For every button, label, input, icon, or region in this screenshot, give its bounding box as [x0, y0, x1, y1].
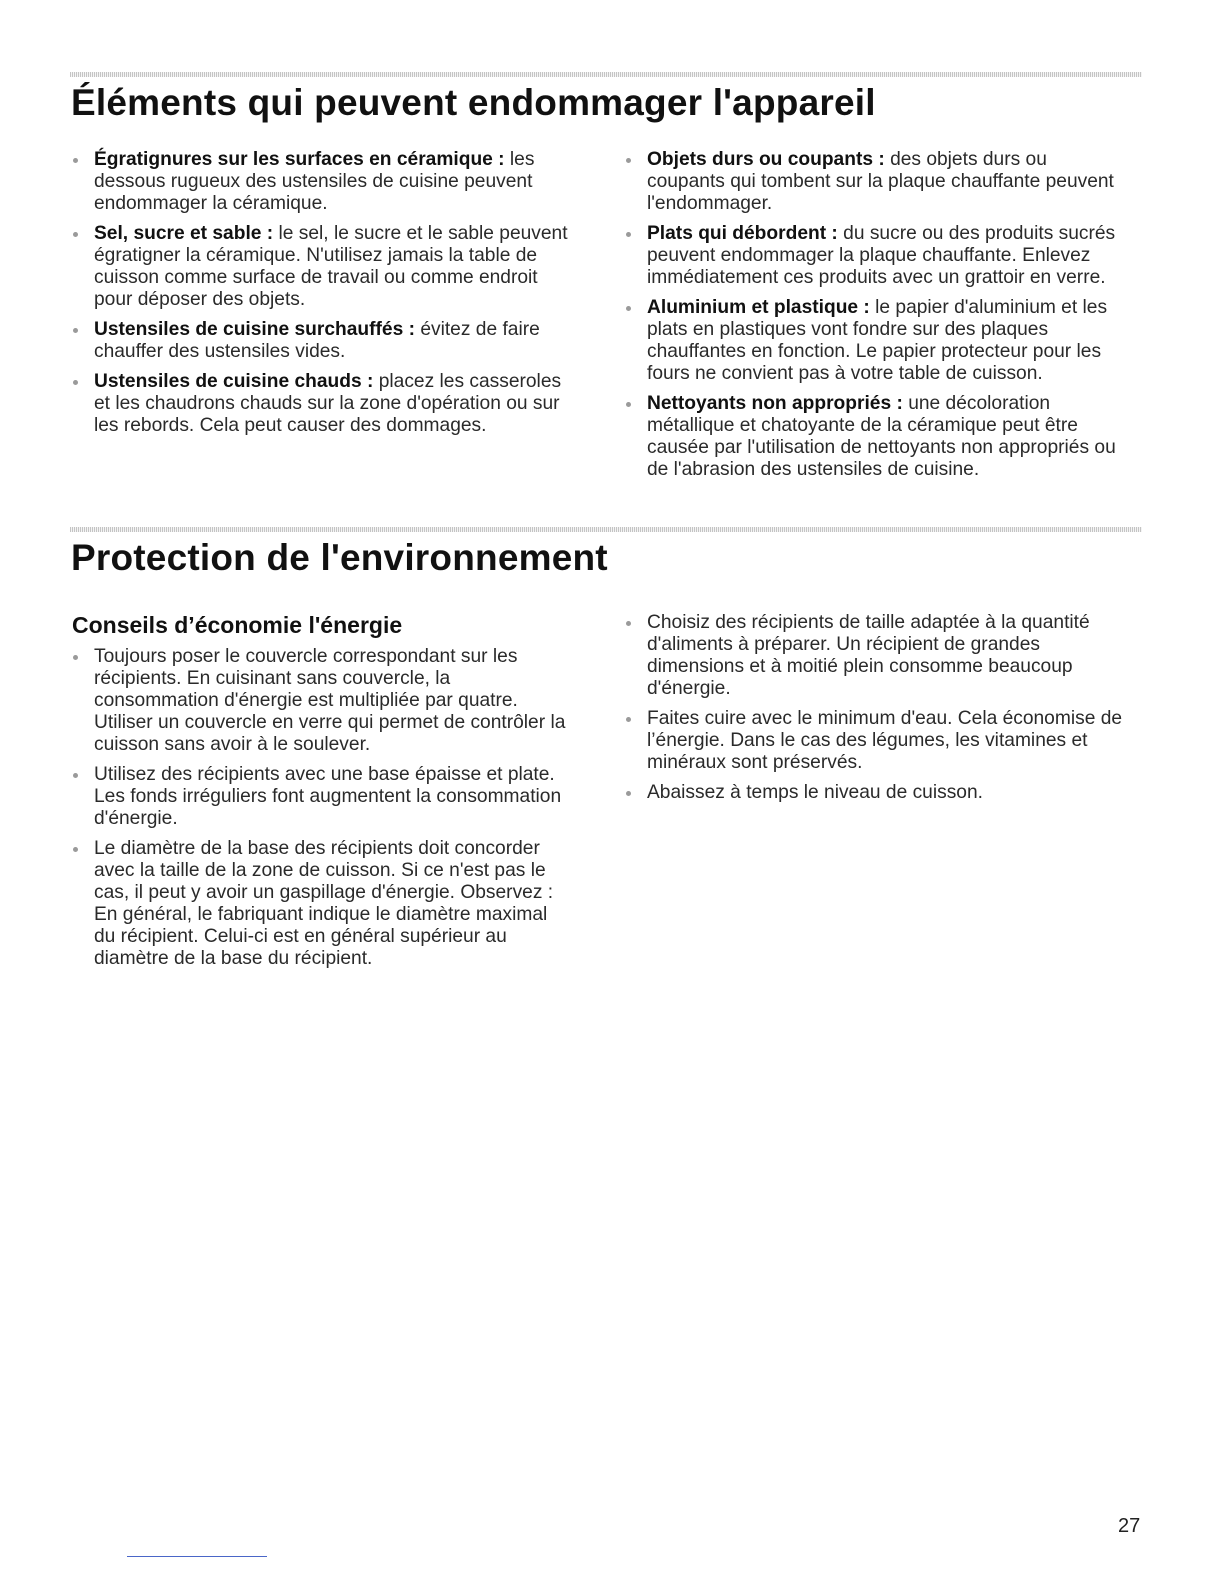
section-title-environment: Protection de l'environnement — [71, 537, 608, 578]
bullet-icon — [626, 402, 631, 407]
list-item — [623, 297, 1123, 385]
list-item — [623, 223, 1123, 289]
section-title-damage: Éléments qui peuvent endommager l'appareil — [71, 82, 876, 123]
damage-right-column — [623, 149, 1123, 489]
item-heading: Ustensiles de cuisine chauds : — [94, 371, 374, 392]
item-text: le papier d'aluminium et les plats en plastiques vont fondre sur des plaques chauffantes en fonction. Le papier protecteur pour les fours ne convient pas à votre table de cuisson. — [647, 297, 1108, 384]
energy-right-column — [623, 612, 1123, 812]
item-heading: Objets durs ou coupants : — [647, 149, 885, 170]
item-text: le sel, le sucre et le sable peuvent égratigner la céramique. N'utilisez jamais la table de cuisson comme surface de travail ou comme endroit pour déposer des objets. — [94, 223, 568, 310]
energy-list-left — [70, 646, 570, 970]
list-item — [70, 838, 570, 970]
bullet-icon — [73, 328, 78, 333]
list-item — [70, 223, 570, 311]
item-text: Faites cuire avec le minimum d'eau. Cela économise de l’énergie. Dans le cas des légumes, les vitamines et minéraux sont préservés. — [647, 708, 1123, 773]
item-text: évitez de faire chauffer des ustensiles vides. — [94, 319, 540, 362]
item-heading: Ustensiles de cuisine surchauffés : — [94, 319, 415, 340]
list-item — [623, 393, 1123, 481]
list-item — [70, 764, 570, 830]
energy-left-column — [70, 612, 570, 978]
item-text: une décoloration métallique et chatoyante de la céramique peut être causée par l'utilisation de nettoyants non appropriés ou de l'abrasion des ustensiles de cuisine. — [647, 393, 1116, 480]
item-text: Le diamètre de la base des récipients doit concorder avec la taille de la zone de cuisson. Si ce n'est pas le cas, il peut y avoir un gaspillage d'énergie. Observez : En général, le fabriquant indique le diamètre maximal du récipient. Celui-ci est en général supérieur au diamètre de la base du récipient. — [94, 838, 554, 969]
bullet-icon — [73, 380, 78, 385]
list-item — [623, 782, 1123, 804]
energy-subtitle: Conseils d’économie l'énergie — [72, 612, 403, 638]
item-text: du sucre ou des produits sucrés peuvent endommager la plaque chauffante. Enlevez immédiatement ces produits avec un grattoir en verre. — [647, 223, 1116, 288]
item-text: Utilisez des récipients avec une base épaisse et plate. Les fonds irréguliers font augmentent la consommation d'énergie. — [94, 764, 562, 829]
item-heading: Aluminium et plastique : — [647, 297, 870, 318]
item-text: Abaissez à temps le niveau de cuisson. — [647, 782, 983, 803]
list-item — [623, 612, 1123, 700]
footer-link-underline — [127, 1556, 267, 1557]
item-text: placez les casseroles et les chaudrons chauds sur la zone d'opération ou sur les rebords. Cela peut causer des dommages. — [94, 371, 562, 436]
damage-list-right — [623, 149, 1123, 481]
bullet-icon — [73, 773, 78, 778]
list-item — [70, 149, 570, 215]
item-heading: Nettoyants non appropriés : — [647, 393, 903, 414]
list-item — [70, 319, 570, 363]
bullet-icon — [626, 717, 631, 722]
bullet-icon — [626, 306, 631, 311]
list-item — [70, 371, 570, 437]
bullet-icon — [73, 232, 78, 237]
bullet-icon — [73, 158, 78, 163]
section-divider-environment — [70, 527, 1142, 532]
list-item — [70, 646, 570, 756]
item-text: Toujours poser le couvercle correspondant sur les récipients. En cuisinant sans couvercle, la consommation d'énergie est multipliée par quatre. Utiliser un couvercle en verre qui permet de contrôler la cuisson sans avoir à le soulever. — [94, 646, 566, 755]
bullet-icon — [73, 847, 78, 852]
item-heading: Égratignures sur les surfaces en céramique : — [94, 149, 505, 170]
bullet-icon — [73, 655, 78, 660]
item-text: des objets durs ou coupants qui tombent sur la plaque chauffante peuvent l'endommager. — [647, 149, 1114, 214]
damage-left-column — [70, 149, 570, 445]
list-item — [623, 708, 1123, 774]
item-text: Choisiz des récipients de taille adaptée à la quantité d'aliments à préparer. Un récipient de grandes dimensions et à moitié plein consomme beaucoup d'énergie. — [647, 612, 1090, 699]
item-heading: Sel, sucre et sable : — [94, 223, 274, 244]
bullet-icon — [626, 232, 631, 237]
list-item — [623, 149, 1123, 215]
bullet-icon — [626, 791, 631, 796]
energy-list-right — [623, 612, 1123, 804]
bullet-icon — [626, 621, 631, 626]
damage-list-left — [70, 149, 570, 437]
section-divider-top — [70, 72, 1142, 77]
bullet-icon — [626, 158, 631, 163]
item-heading: Plats qui débordent : — [647, 223, 838, 244]
page-number: 27 — [1118, 1515, 1141, 1537]
item-text: les dessous rugueux des ustensiles de cuisine peuvent endommager la céramique. — [94, 149, 535, 214]
